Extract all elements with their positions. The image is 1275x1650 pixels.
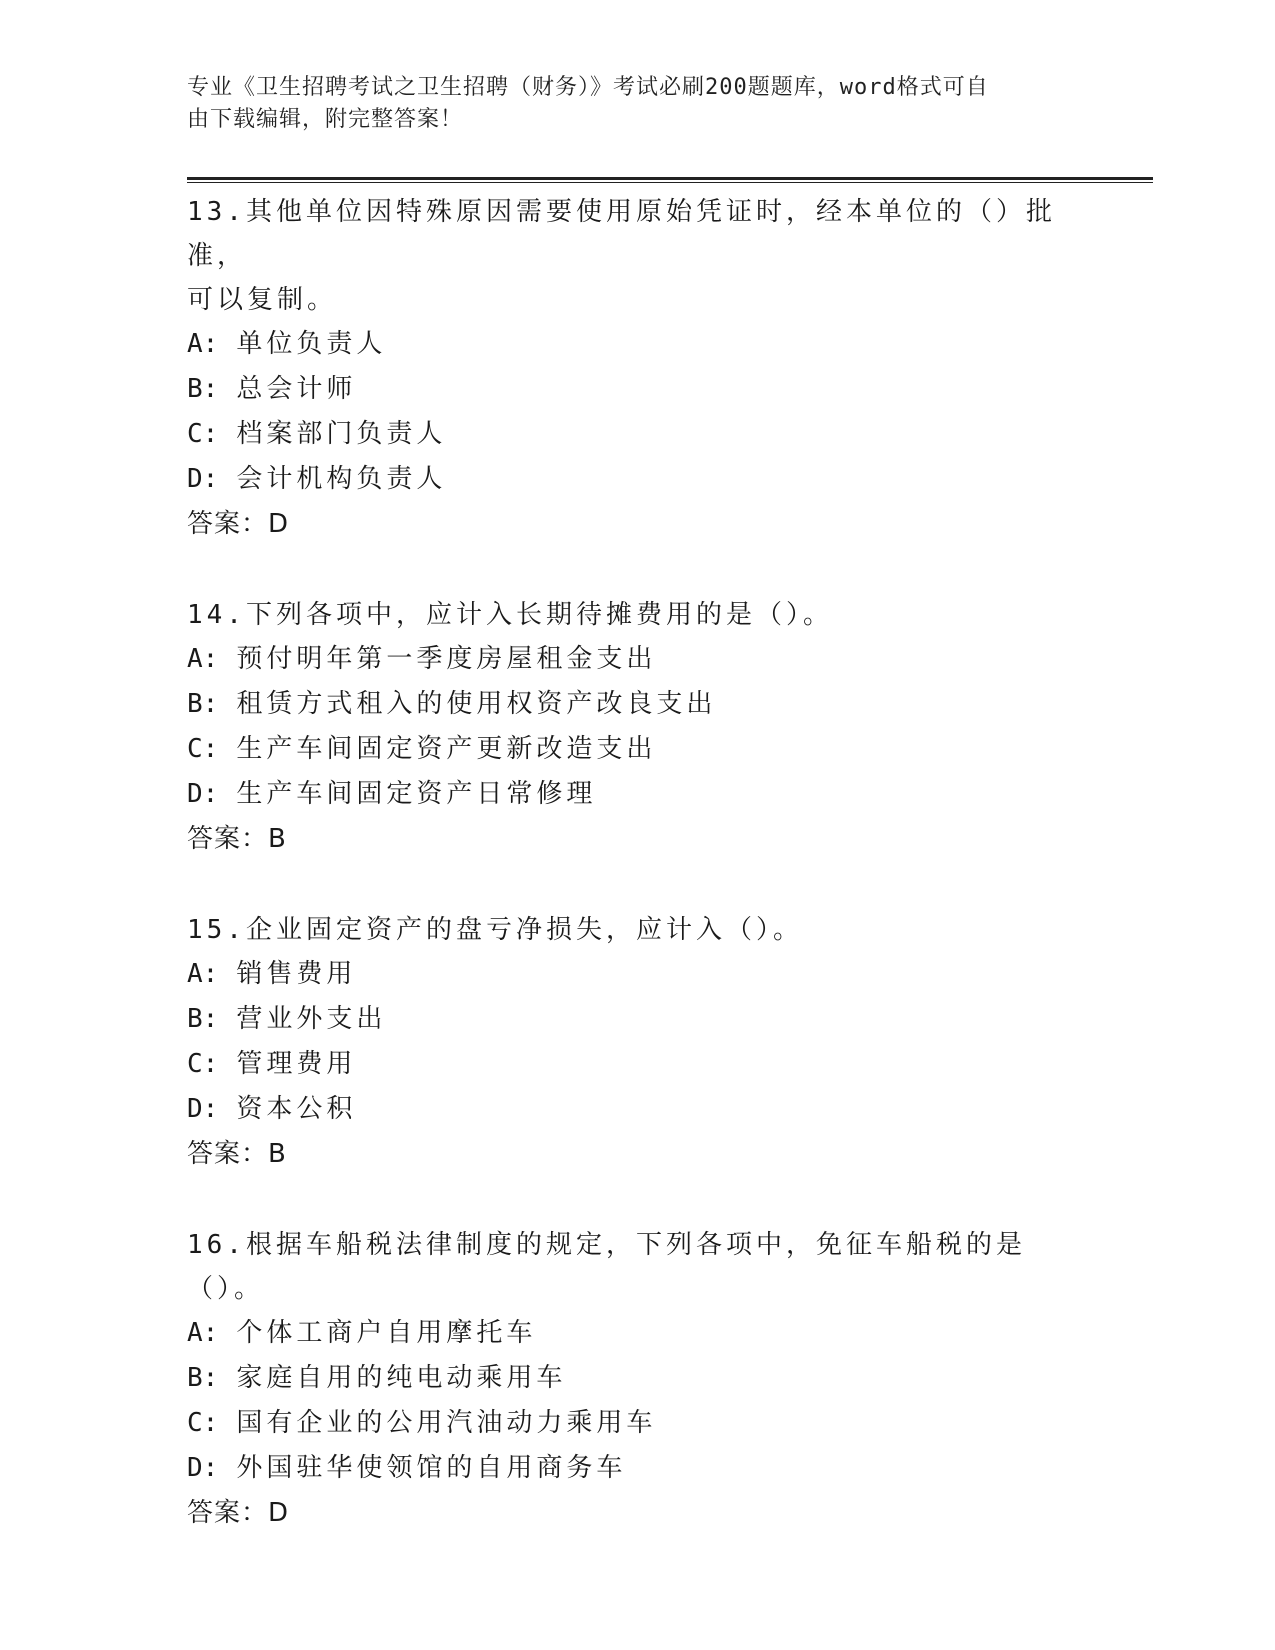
option-text: 租赁方式租入的使用权资产改良支出	[236, 689, 717, 719]
option-letter: D:	[187, 779, 219, 809]
option-letter: C:	[187, 1408, 219, 1438]
option-letter: D:	[187, 464, 219, 494]
option-letter: C:	[187, 734, 219, 764]
option-letter: D:	[187, 1094, 219, 1124]
question-stem-line: 15.企业固定资产的盘亏净损失，应计入（）。	[187, 915, 803, 945]
header-line-2: 由下载编辑，附完整答案！	[187, 107, 464, 132]
option-text: 资本公积	[236, 1094, 357, 1124]
option-b	[187, 1356, 1087, 1401]
option-letter: B:	[187, 374, 219, 404]
answer-line: 答案：B	[187, 1139, 287, 1169]
option-b	[187, 367, 1087, 412]
question-stem	[187, 186, 1087, 322]
question-16	[187, 1219, 1087, 1536]
option-letter: B:	[187, 689, 219, 719]
option-c	[187, 1401, 1087, 1446]
option-text: 国有企业的公用汽油动力乘用车	[236, 1408, 657, 1438]
answer-line: 答案：D	[187, 1498, 290, 1528]
question-stem-line: 14.下列各项中，应计入长期待摊费用的是（）。	[187, 600, 833, 630]
option-d	[187, 772, 1087, 817]
question-13	[187, 186, 1087, 547]
option-letter: C:	[187, 1049, 219, 1079]
header-line-1: 专业《卫生招聘考试之卫生招聘（财务）》考试必刷200题题库，word格式可自	[187, 75, 989, 100]
option-text: 生产车间固定资产日常修理	[236, 779, 597, 809]
answer-line: 答案：D	[187, 509, 290, 539]
option-text: 会计机构负责人	[236, 464, 447, 494]
option-c	[187, 727, 1087, 772]
option-letter: D:	[187, 1453, 219, 1483]
option-text: 管理费用	[236, 1049, 357, 1079]
option-text: 档案部门负责人	[236, 419, 447, 449]
question-spacer	[187, 862, 1087, 904]
option-a	[187, 322, 1087, 367]
question-stem-line: 16.根据车船税法律制度的规定，下列各项中，免征车船税的是（）。	[187, 1230, 1026, 1304]
question-spacer	[187, 1177, 1087, 1219]
question-14	[187, 589, 1087, 862]
option-a	[187, 952, 1087, 997]
option-letter: C:	[187, 419, 219, 449]
header-rule-thick	[187, 177, 1153, 180]
question-stem-line: 可以复制。	[187, 285, 338, 315]
question-15	[187, 904, 1087, 1177]
option-letter: A:	[187, 959, 219, 989]
option-letter: A:	[187, 644, 219, 674]
question-list	[187, 186, 1087, 1536]
option-d	[187, 1446, 1087, 1491]
option-a	[187, 1311, 1087, 1356]
header-rule-thin	[187, 182, 1153, 183]
option-c	[187, 412, 1087, 457]
option-d	[187, 457, 1087, 502]
document-header	[187, 72, 1067, 136]
question-spacer	[187, 547, 1087, 589]
option-letter: B:	[187, 1004, 219, 1034]
option-text: 预付明年第一季度房屋租金支出	[236, 644, 657, 674]
option-d	[187, 1087, 1087, 1132]
option-b	[187, 997, 1087, 1042]
option-text: 单位负责人	[236, 329, 387, 359]
option-text: 家庭自用的纯电动乘用车	[236, 1363, 567, 1393]
option-text: 外国驻华使领馆的自用商务车	[236, 1453, 627, 1483]
question-stem-line: 13.其他单位因特殊原因需要使用原始凭证时，经本单位的（）批准，	[187, 197, 1056, 271]
option-letter: B:	[187, 1363, 219, 1393]
question-stem	[187, 1219, 1087, 1311]
option-text: 营业外支出	[236, 1004, 387, 1034]
option-b	[187, 682, 1087, 727]
option-text: 个体工商户自用摩托车	[236, 1318, 537, 1348]
answer-line: 答案：B	[187, 824, 287, 854]
option-letter: A:	[187, 329, 219, 359]
option-text: 总会计师	[236, 374, 357, 404]
question-stem	[187, 904, 1087, 952]
option-text: 生产车间固定资产更新改造支出	[236, 734, 657, 764]
option-text: 销售费用	[236, 959, 357, 989]
option-a	[187, 637, 1087, 682]
option-c	[187, 1042, 1087, 1087]
question-stem	[187, 589, 1087, 637]
option-letter: A:	[187, 1318, 219, 1348]
